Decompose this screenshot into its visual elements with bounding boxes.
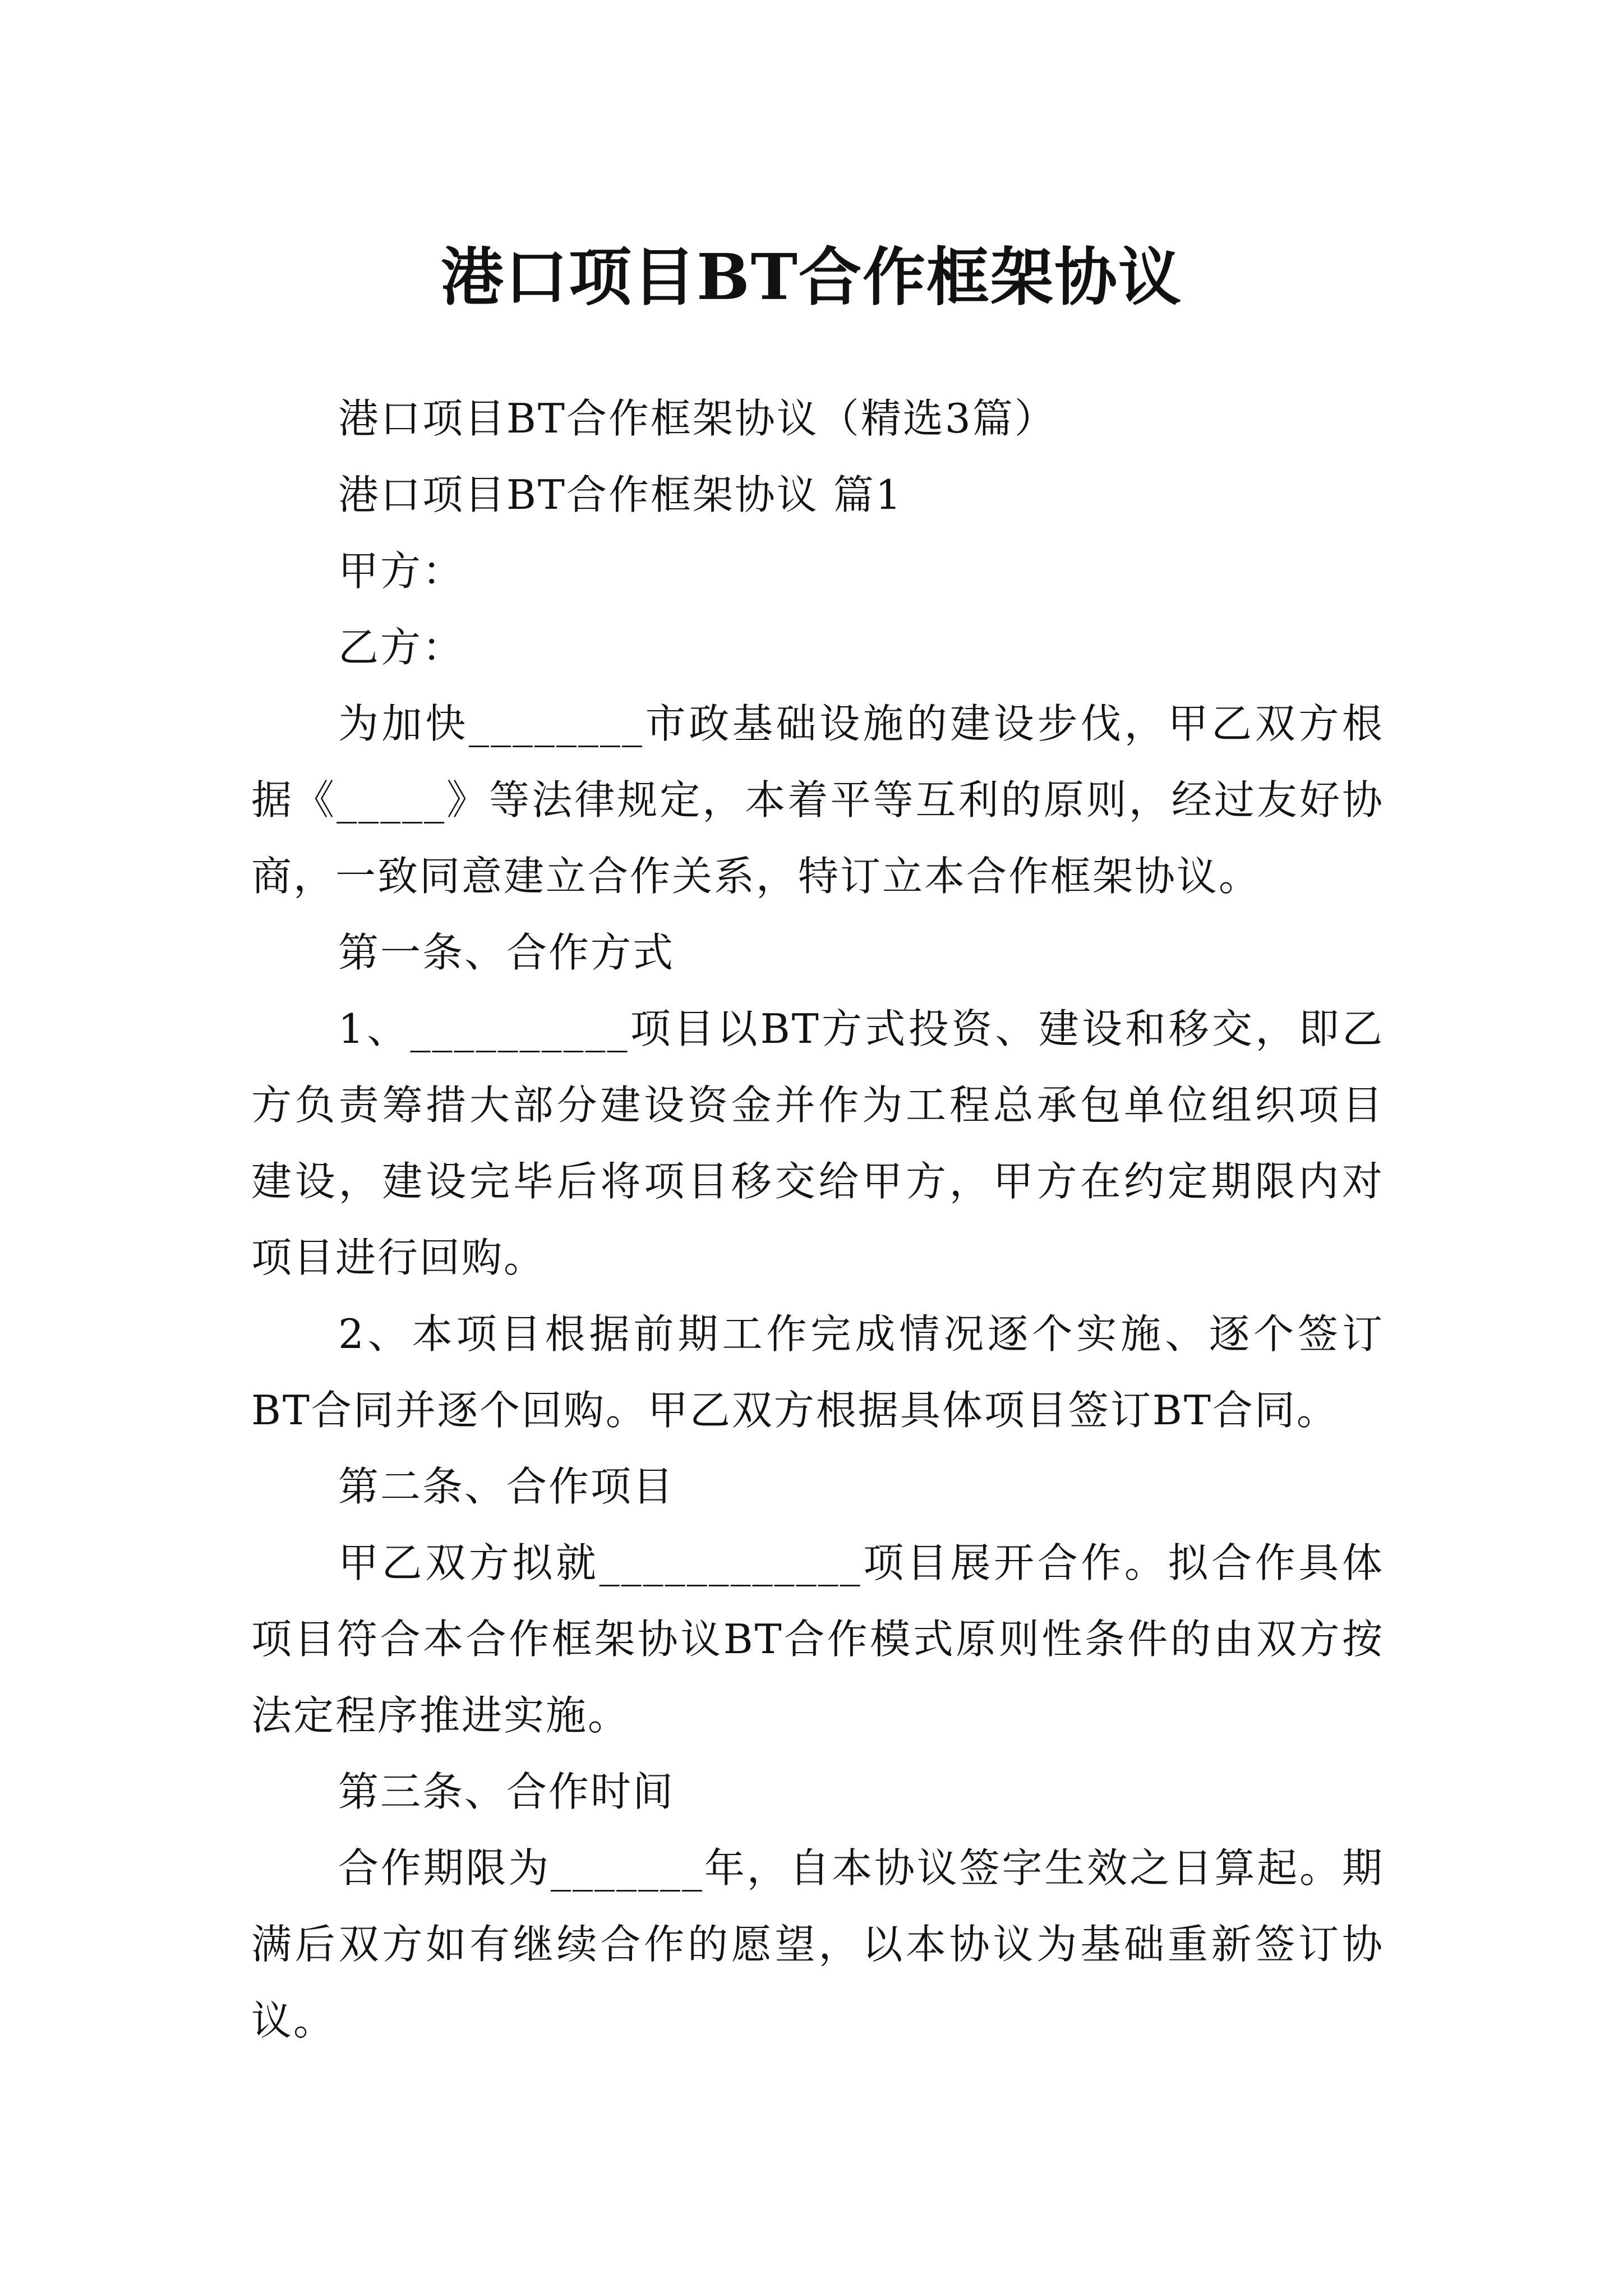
- document-title: 港口项目BT合作框架协议: [440, 241, 1182, 315]
- paragraph-article-2-body: 甲乙双方拟就____________项目展开合作。拟合作具体项目符合本合作框架协议BT合作模式原则性条件的由双方按法定程序推进实施。: [251, 1539, 1384, 1739]
- paragraph-article-1-heading: 第一条、合作方式: [338, 929, 675, 976]
- paragraph-article-1-clause-2: 2、本项目根据前期工作完成情况逐个实施、逐个签订BT合同并逐个回购。甲乙双方根据具体项目签订BT合同。: [251, 1310, 1384, 1434]
- paragraph-article-3-heading: 第三条、合作时间: [338, 1768, 675, 1815]
- document-body: [251, 380, 1384, 2059]
- paragraph-party-b: 乙方：: [338, 624, 465, 671]
- paragraph-article-2-heading: 第二条、合作项目: [338, 1463, 675, 1510]
- paragraph-party-a: 甲方：: [338, 547, 465, 595]
- paragraph-subtitle: 港口项目BT合作框架协议（精选3篇）: [338, 395, 1057, 442]
- paragraph-article-3-body: 合作期限为_______年，自本协议签字生效之日算起。期满后双方如有继续合作的愿望，以本协议为基础重新签订协议。: [251, 1844, 1384, 2044]
- paragraph-chapter-heading: 港口项目BT合作框架协议 篇1: [338, 471, 903, 518]
- paragraph-preamble: 为加快________市政基础设施的建设步伐，甲乙双方根据《_____》等法律规定，本着平等互利的原则，经过友好协商，一致同意建立合作关系，特订立本合作框架协议。: [251, 700, 1384, 900]
- paragraph-article-1-clause-1: 1、__________项目以BT方式投资、建设和移交，即乙方负责筹措大部分建设资金并作为工程总承包单位组织项目建设，建设完毕后将项目移交给甲方，甲方在约定期限内对项目进行回购。: [251, 1005, 1384, 1281]
